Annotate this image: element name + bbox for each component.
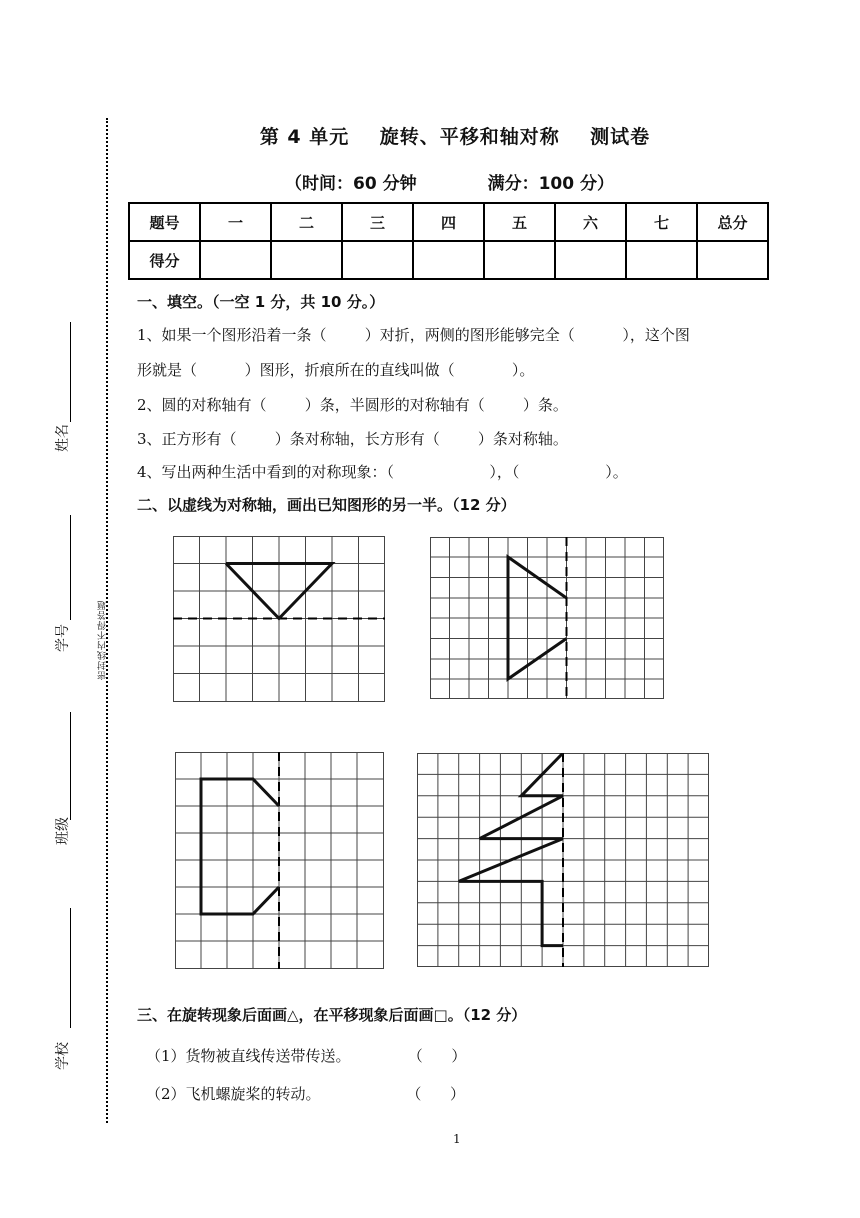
question-line: 2、圆的对称轴有（ ）条，半圆形的对称轴有（ ）条。: [137, 396, 568, 414]
score-table-score-row: [129, 241, 768, 279]
score-row-label: 得分: [129, 241, 200, 279]
symmetry-grid-3: [175, 752, 384, 969]
student-no-label: 学号: [55, 624, 71, 652]
symmetry-grid-2: [430, 537, 664, 699]
score-table: [128, 202, 769, 280]
score-cell[interactable]: [697, 241, 768, 279]
section1-heading: 一、填空。（一空 1 分，共 10 分。）: [137, 293, 385, 311]
given-shape: [459, 753, 563, 946]
section3-heading: 三、在旋转现象后面画△，在平移现象后面画□。（12 分）: [137, 1006, 527, 1024]
exam-info: （时间：60 分钟 满分：100 分）: [285, 174, 615, 194]
header-cell: 五: [484, 203, 555, 241]
header-cell: 一: [200, 203, 271, 241]
class-blank-line: [70, 712, 71, 820]
question-line: 1、如果一个图形沿着一条（ ）对折，两侧的图形能够完全（ ），这个图: [137, 326, 690, 344]
header-cell: 题号: [129, 203, 200, 241]
section2-heading: 二、以虚线为对称轴，画出已知图形的另一半。（12 分）: [137, 496, 516, 514]
score-cell[interactable]: [484, 241, 555, 279]
question-line: 形就是（ ）图形，折痕所在的直线叫做（ ）。: [137, 361, 535, 379]
page-title: 第 4 单元 旋转、平移和轴对称 测试卷: [259, 126, 651, 148]
question-line: （1）货物被直线传送带传送。 （ ）: [146, 1047, 467, 1065]
score-cell[interactable]: [626, 241, 697, 279]
symmetry-grid-4: [417, 753, 709, 967]
page-number: 1: [453, 1132, 461, 1146]
header-cell: 四: [413, 203, 484, 241]
header-cell: 二: [271, 203, 342, 241]
score-cell[interactable]: [342, 241, 413, 279]
name-blank-line: [70, 322, 71, 422]
seal-note: 密封线内不得答题: [98, 600, 108, 680]
school-label: 学校: [55, 1042, 71, 1070]
score-table-header-row: [129, 203, 768, 241]
question-line: 4、写出两种生活中看到的对称现象：（ ），（ ）。: [137, 463, 628, 481]
score-cell[interactable]: [200, 241, 271, 279]
header-cell: 总分: [697, 203, 768, 241]
student-no-blank-line: [70, 515, 71, 620]
score-cell[interactable]: [271, 241, 342, 279]
score-cell[interactable]: [555, 241, 626, 279]
score-cell[interactable]: [413, 241, 484, 279]
symmetry-grid-1: [173, 536, 385, 702]
school-blank-line: [70, 908, 71, 1028]
name-label: 姓名: [55, 424, 71, 452]
header-cell: 三: [342, 203, 413, 241]
header-cell: 七: [626, 203, 697, 241]
class-label: 班级: [55, 817, 71, 845]
question-line: （2）飞机螺旋桨的转动。 （ ）: [146, 1085, 465, 1103]
given-shape: [201, 779, 279, 914]
question-line: 3、正方形有（ ）条对称轴，长方形有（ ）条对称轴。: [137, 430, 568, 448]
header-cell: 六: [555, 203, 626, 241]
